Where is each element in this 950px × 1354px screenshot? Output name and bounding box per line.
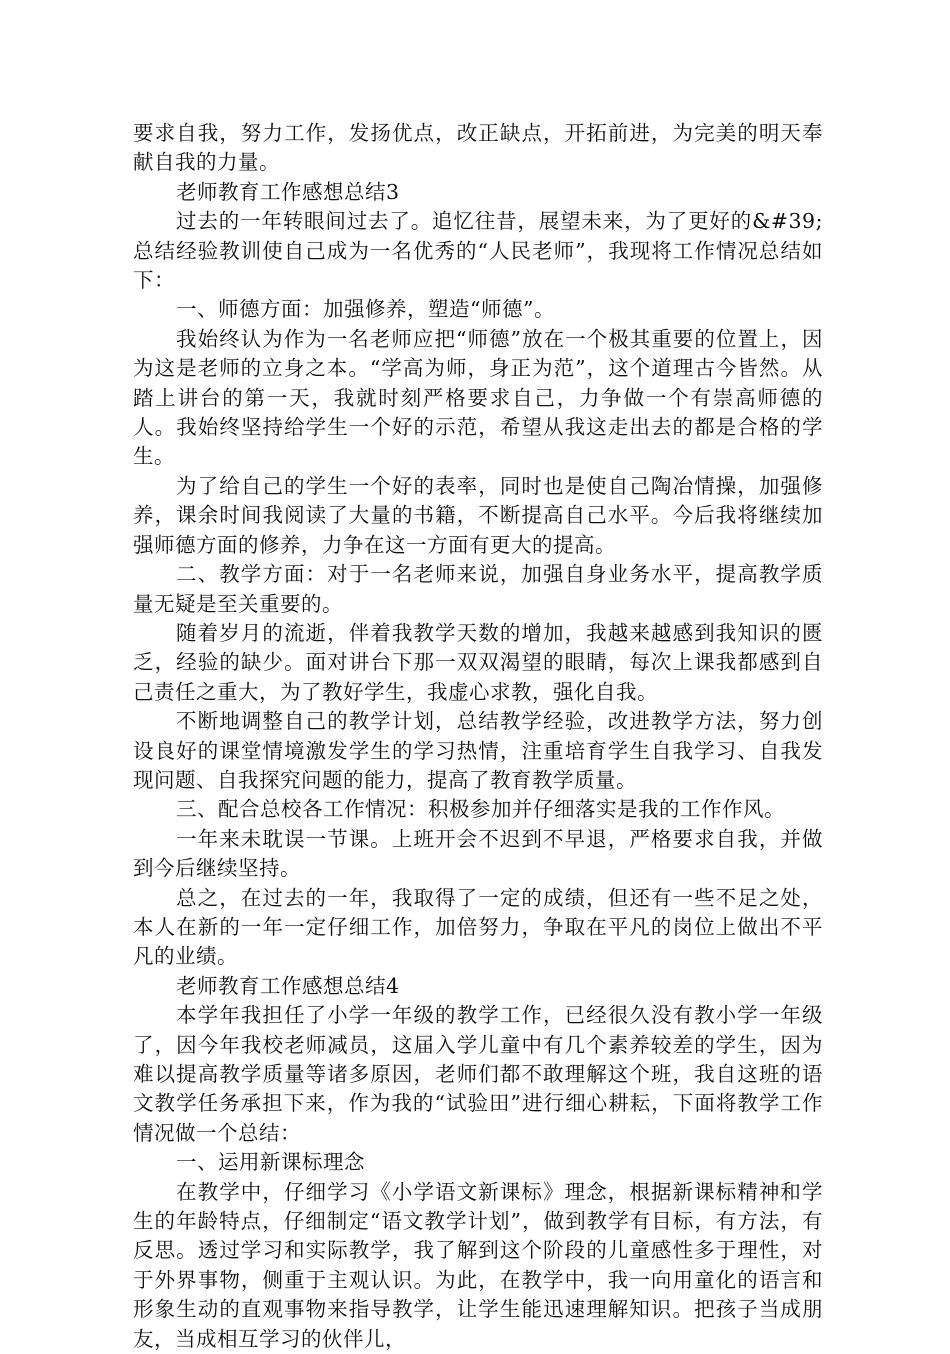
- paragraph: 不断地调整自己的教学计划，总结教学经验，改进教学方法，努力创设良好的课堂情境激发学生的学习热情，注重培育学生自我学习、自我发现问题、自我探究问题的能力，提高了教育教学质量。: [133, 709, 823, 792]
- paragraph: 为了给自己的学生一个好的表率，同时也是使自己陶冶情操，加强修养，课余时间我阅读了大量的书籍，不断提高自己水平。今后我将继续加强师德方面的修养，力争在这一方面有更大的提高。: [133, 473, 823, 557]
- subsection-heading: 二、教学方面：对于一名老师来说，加强自身业务水平，提高教学质量无疑是至关重要的。: [133, 562, 823, 616]
- section-heading: 老师教育工作感想总结3: [176, 179, 400, 204]
- paragraph: 随着岁月的流逝，伴着我教学天数的增加，我越来越感到我知识的匮乏，经验的缺少。面对讲台下那一双双渴望的眼睛，每次上课我都感到自己责任之重大，为了教好学生，我虚心求教，强化自我。: [133, 620, 823, 704]
- paragraph: 本学年我担任了小学一年级的教学工作，已经很久没有教小学一年级了，因今年我校老师减员，这届入学儿童中有几个素养较差的学生，因为难以提高教学质量等诸多原因，老师们都不敢理解这个班，我自这班的语文教学任务承担下来，作为我的“试验田”进行细心耕耘，下面将教学工作情况做一个总结：: [133, 1003, 823, 1145]
- paragraph: 一年来未耽误一节课。上班开会不迟到不早退，严格要求自我，并做到今后继续坚持。: [133, 826, 823, 881]
- paragraph: 要求自我，努力工作，发扬优点，改正缺点，开拓前进，为完美的明天奉献自我的力量。: [133, 121, 823, 175]
- paragraph: 过去的一年转眼间过去了。追忆往昔，展望未来，为了更好的&#39;总结经验教训使自己成为一名优秀的“人民老师”，我现将工作情况总结如下：: [133, 209, 823, 293]
- paragraph: 我始终认为作为一名老师应把“师德”放在一个极其重要的位置上，因为这是老师的立身之本。“学高为师，身正为范”，这个道理古今皆然。从踏上讲台的第一天，我就时刻严格要求自己，力争做一个有崇高师德的人。我始终坚持给学生一个好的示范，希望从我这走出去的都是合格的学生。: [133, 326, 823, 469]
- subsection-heading: 一、运用新课标理念: [176, 1150, 366, 1175]
- subsection-heading: 一、师德方面：加强修养，塑造“师德”。: [176, 297, 556, 322]
- document-body: [133, 119, 823, 1354]
- paragraph: 总之，在过去的一年，我取得了一定的成绩，但还有一些不足之处，本人在新的一年一定仔细工作，加倍努力，争取在平凡的岗位上做出不平凡的业绩。: [133, 885, 823, 969]
- paragraph: 在教学中，仔细学习《小学语文新课标》理念，根据新课标精神和学生的年龄特点，仔细制定“语文教学计划”，做到教学有目标，有方法，有反思。透过学习和实际教学，我了解到这个阶段的儿童感性多于理性，对于外界事物，侧重于主观认识。为此，在教学中，我一向用童化的语言和形象生动的直观事物来指导教学，让学生能迅速理解知识。把孩子当成朋友，当成相互学习的伙伴儿，: [133, 1179, 823, 1351]
- section-heading: 老师教育工作感想总结4: [176, 973, 400, 998]
- subsection-heading: 三、配合总校各工作情况：积极参加并仔细落实是我的工作作风。: [176, 797, 786, 822]
